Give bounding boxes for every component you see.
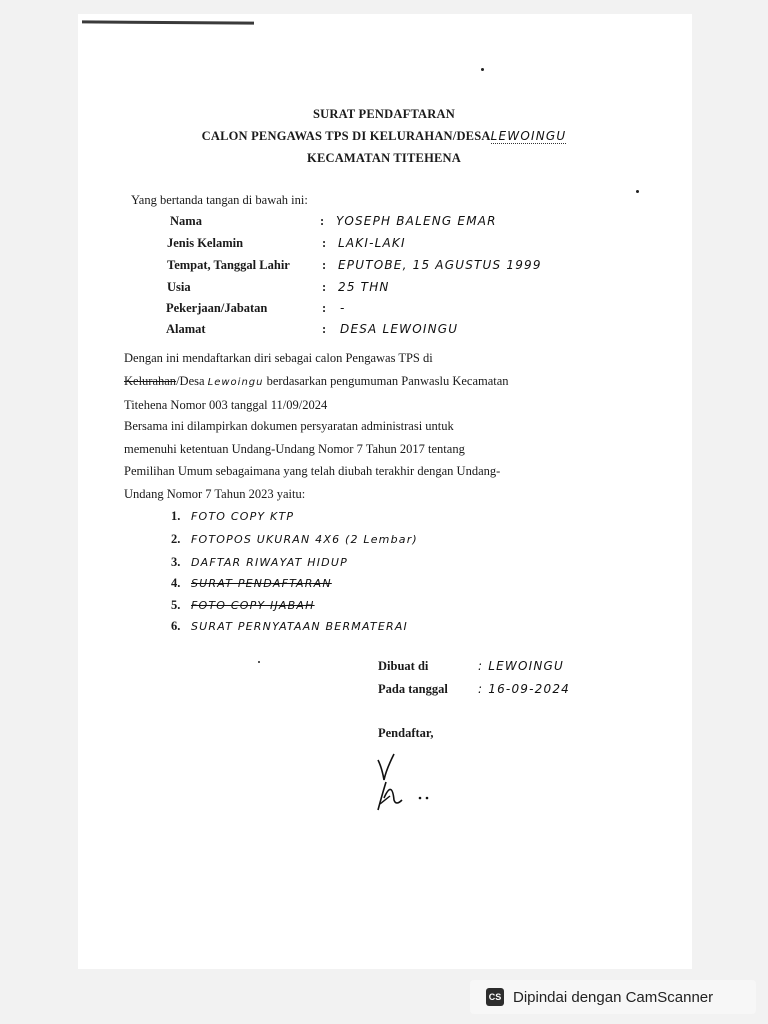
paragraph-registration-line-3: Titehena Nomor 003 tanggal 11/09/2024 bbox=[124, 398, 328, 412]
signature-image bbox=[372, 740, 442, 820]
field-value-nama: YOSEPH BALENG EMAR bbox=[336, 214, 497, 228]
camscanner-logo-icon: CS bbox=[486, 988, 504, 1006]
field-label-alamat: Alamat bbox=[166, 322, 206, 336]
field-value-usia: 25 THN bbox=[338, 280, 390, 294]
attachment-number: 6. bbox=[171, 619, 181, 633]
desa-text: /Desa bbox=[176, 373, 208, 388]
paragraph-attachments-line-1: Bersama ini dilampirkan dokumen persyaratan administrasi untuk bbox=[124, 419, 454, 433]
field-value-alamat: DESA LEWOINGU bbox=[340, 322, 459, 336]
title-village-handwritten: LEWOINGU bbox=[490, 129, 567, 143]
paragraph-registration-line-2 bbox=[124, 370, 624, 395]
paragraph-attachments-line-4: Undang Nomor 7 Tahun 2023 yaitu: bbox=[124, 486, 306, 501]
pendaftar-label: Pendaftar, bbox=[378, 726, 434, 740]
attachment-item bbox=[171, 619, 408, 634]
scan-speck bbox=[258, 661, 260, 663]
attachment-number: 3. bbox=[171, 555, 181, 569]
field-colon: : bbox=[322, 258, 327, 272]
attachment-item bbox=[171, 509, 294, 524]
paragraph-attachments-line-2: memenuhi ketentuan Undang-Undang Nomor 7 Tahun 2017 tentang bbox=[124, 441, 465, 456]
title-line-3: KECAMATAN TITEHENA bbox=[307, 151, 461, 165]
field-colon: : bbox=[320, 214, 325, 228]
attachment-text: FOTO COPY KTP bbox=[191, 510, 295, 523]
struck-word: Kelurahan bbox=[124, 373, 177, 388]
attachment-number: 1. bbox=[171, 509, 181, 523]
attachment-number: 4. bbox=[171, 576, 181, 590]
title-line-2 bbox=[0, 129, 768, 144]
attachment-item bbox=[171, 532, 418, 547]
scan-speck bbox=[636, 190, 639, 193]
field-label-pekerjaan: Pekerjaan/Jabatan bbox=[166, 301, 268, 315]
dibuat-value: : LEWOINGU bbox=[478, 659, 565, 673]
attachment-text: SURAT PENDAFTARAN bbox=[191, 577, 332, 590]
attachment-text: DAFTAR RIWAYAT HIDUP bbox=[191, 556, 348, 569]
field-value-jenis-kelamin: LAKI-LAKI bbox=[338, 236, 406, 250]
attachment-number: 2. bbox=[171, 532, 181, 546]
field-colon: : bbox=[322, 322, 327, 336]
field-value-pekerjaan: - bbox=[340, 301, 346, 315]
field-value-ttl: EPUTOBE, 15 AGUSTUS 1999 bbox=[338, 258, 542, 272]
field-label-jenis-kelamin: Jenis Kelamin bbox=[167, 236, 244, 250]
attachment-item bbox=[171, 555, 348, 570]
paragraph-attachments-line-3: Pemilihan Umum sebagaimana yang telah diubah terakhir dengan Undang- bbox=[124, 464, 501, 478]
paragraph-registration-line-1: Dengan ini mendaftarkan diri sebagai calon Pengawas TPS di bbox=[124, 351, 433, 365]
field-colon: : bbox=[322, 301, 327, 315]
title-line-1: SURAT PENDAFTARAN bbox=[313, 107, 455, 121]
attachment-number: 5. bbox=[171, 598, 181, 612]
field-label-usia: Usia bbox=[167, 280, 191, 294]
dibuat-label: Dibuat di bbox=[378, 659, 429, 673]
attachment-text: SURAT PERNYATAAN BERMATERAI bbox=[191, 620, 408, 633]
village-handwritten-inline: Lewoingu bbox=[207, 376, 264, 388]
paragraph-registration bbox=[124, 347, 624, 417]
attachment-text: FOTOPOS UKURAN 4X6 (2 Lembar) bbox=[191, 533, 418, 546]
field-label-ttl: Tempat, Tanggal Lahir bbox=[167, 258, 290, 272]
attachment-item bbox=[171, 598, 315, 613]
camscanner-watermark bbox=[470, 980, 756, 1014]
paragraph-attachments bbox=[124, 415, 624, 505]
intro-text: Yang bertanda tangan di bawah ini: bbox=[131, 193, 308, 207]
title-line-2-prefix: CALON PENGAWAS TPS DI KELURAHAN/DESA bbox=[201, 129, 491, 143]
field-colon: : bbox=[322, 236, 327, 250]
camscanner-label: Dipindai dengan CamScanner bbox=[513, 988, 714, 1006]
tanggal-label: Pada tanggal bbox=[378, 682, 448, 696]
tanggal-value: : 16-09-2024 bbox=[478, 682, 570, 696]
field-label-nama: Nama bbox=[170, 214, 202, 228]
scan-speck bbox=[481, 68, 484, 71]
attachment-text: FOTO COPY IJABAH bbox=[191, 599, 315, 612]
attachment-item bbox=[171, 576, 332, 591]
announcement-text: berdasarkan pengumuman Panwaslu Kecamatan bbox=[266, 373, 509, 388]
field-colon: : bbox=[322, 280, 327, 294]
